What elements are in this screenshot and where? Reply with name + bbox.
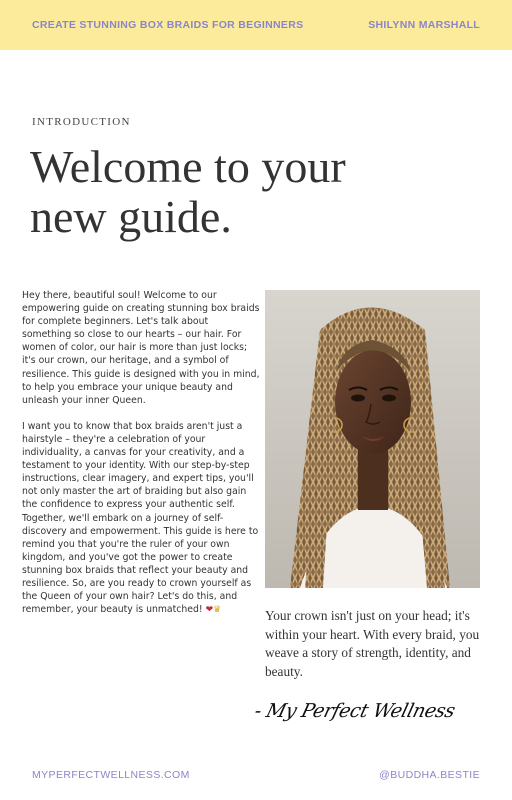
footer-handle[interactable]: @BUDDHA.BESTIE — [379, 769, 480, 781]
page-title-line-2: new guide. — [30, 191, 232, 242]
intro-paragraph-2-text: I want you to know that box braids aren't just a hairstyle – they're a celebration of your individuality, a canvas for your creativity, and a testament to your identity. With our step-by-step instructions, clear imagery, and expert tips, you'll not only master the art of braiding but also gain the confidence to express your authentic self. Together, we'll embark on a journey of self-discovery and empowerment. This guide is here to remind you that you're the ruler of your own kingdom, and you've got the power to create stunning box braids that reflect your beauty and resilience. So, are you ready to crown yourself as the Queen of your own hair? Let's do this, and remember, your beauty is unmatched! — [22, 420, 259, 616]
section-label: INTRODUCTION — [32, 116, 131, 128]
footer-website[interactable]: MYPERFECTWELLNESS.COM — [32, 769, 190, 781]
signature: - My Perfect Wellness — [252, 700, 458, 722]
header-author: SHILYNN MARSHALL — [368, 19, 480, 31]
pull-quote: Your crown isn't just on your head; it's within your heart. With every braid, you weave a story of strength, identity, and beauty. — [265, 608, 480, 680]
page-title — [30, 142, 470, 242]
heart-emoji-icon: ❤ — [205, 605, 214, 616]
intro-paragraph-1: Hey there, beautiful soul! Welcome to our empowering guide on creating stunning box braids for complete beginners. Let's talk about something so close to our hearts – our hair. For women of color, our hair is more than just locks; it's our crown, our heritage, and a symbol of resilience. This guide is designed with you in mind, to help you embrace your unique beauty and unleash your inner Queen. — [22, 290, 260, 406]
intro-paragraph-2 — [22, 420, 260, 617]
intro-body — [22, 289, 260, 617]
header-guide-title: CREATE STUNNING BOX BRAIDS FOR BEGINNERS — [32, 19, 304, 31]
page-title-line-1: Welcome to your — [30, 141, 346, 192]
portrait-photo — [265, 290, 480, 588]
crown-emoji-icon: ♛ — [213, 605, 222, 616]
